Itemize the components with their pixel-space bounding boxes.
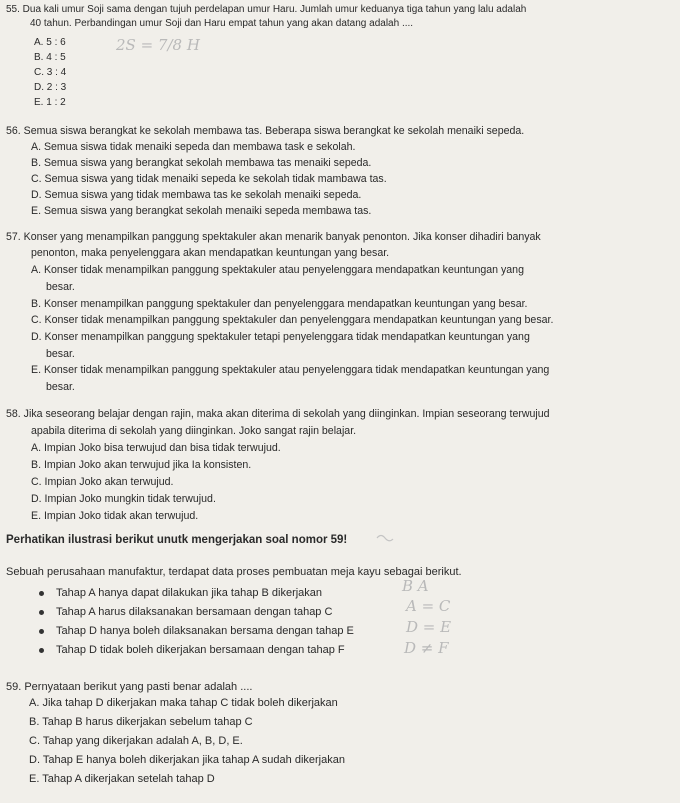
q59-option-e: E. Tahap A dikerjakan setelah tahap D	[29, 773, 215, 785]
illustration-bullet-2: Tahap A harus dilaksanakan bersamaan dengan tahap C	[56, 606, 333, 618]
q58-option-b: B. Impian Joko akan terwujud jika Ia konsisten.	[31, 459, 252, 471]
q57-option-e: E. Konser tidak menampilkan panggung spektakuler atau penyelenggara tidak mendapatkan keuntungan yang	[31, 364, 550, 376]
handwritten-note-3: D = E	[406, 618, 452, 636]
q57-option-e-cont: besar.	[46, 381, 75, 393]
bullet-icon	[39, 648, 44, 653]
q57-option-a-cont: besar.	[46, 281, 75, 293]
q55-option-d: D. 2 : 3	[34, 82, 67, 93]
q59-option-d: D. Tahap E hanya boleh dikerjakan jika tahap A sudah dikerjakan	[29, 754, 345, 766]
q56-option-e: E. Semua siswa yang berangkat sekolah menaiki sepeda membawa tas.	[31, 205, 372, 217]
q56-option-b: B. Semua siswa yang berangkat sekolah membawa tas menaiki sepeda.	[31, 157, 372, 169]
q59-option-b: B. Tahap B harus dikerjakan sebelum tahap C	[29, 716, 253, 728]
q57-option-d: D. Konser menampilkan panggung spektakuler tetapi penyelenggara tidak mendapatkan keuntungan yang	[31, 331, 530, 343]
q57-option-d-cont: besar.	[46, 348, 75, 360]
q55-stem-line-1: 55. Dua kali umur Soji sama dengan tujuh perdelapan umur Haru. Jumlah umur keduanya tiga tahun yang lalu adalah	[6, 4, 527, 15]
q58-option-a: A. Impian Joko bisa terwujud dan bisa tidak terwujud.	[31, 442, 281, 454]
q59-option-a: A. Jika tahap D dikerjakan maka tahap C tidak boleh dikerjakan	[29, 697, 338, 709]
q58-option-e: E. Impian Joko tidak akan terwujud.	[31, 510, 199, 522]
handwritten-note-2: A = C	[406, 597, 451, 615]
q55-handwritten-note: 2S = 7/8 H	[116, 36, 200, 54]
bullet-icon	[39, 610, 44, 615]
q55-stem-line-2: 40 tahun. Perbandingan umur Soji dan Haru empat tahun yang akan datang adalah ....	[30, 18, 414, 29]
q55-option-c: C. 3 : 4	[34, 67, 67, 78]
q55-option-e: E. 1 : 2	[34, 97, 66, 108]
q57-stem-line-1: 57. Konser yang menampilkan panggung spektakuler akan menarik banyak penonton. Jika konser dihadiri banyak	[6, 231, 541, 243]
bullet-icon	[39, 591, 44, 596]
q56-option-c: C. Semua siswa yang tidak menaiki sepeda ke sekolah tidak mambawa tas.	[31, 173, 387, 185]
q56-option-d: D. Semua siswa yang tidak membawa tas ke sekolah menaiki sepeda.	[31, 189, 362, 201]
q57-option-a: A. Konser tidak menampilkan panggung spektakuler atau penyelenggara mendapatkan keuntungan yang	[31, 264, 524, 276]
q58-stem-line-2: apabila diterima di sekolah yang diinginkan. Joko sangat rajin belajar.	[31, 425, 357, 437]
q58-option-d: D. Impian Joko mungkin tidak terwujud.	[31, 493, 216, 505]
q59-option-c: C. Tahap yang dikerjakan adalah A, B, D, E.	[29, 735, 243, 747]
bullet-icon	[39, 629, 44, 634]
q56-option-a: A. Semua siswa tidak menaiki sepeda dan membawa task e sekolah.	[31, 141, 356, 153]
illustration-bullet-4: Tahap D tidak boleh dikerjakan bersamaan dengan tahap F	[56, 644, 345, 656]
instruction-heading: Perhatikan ilustrasi berikut unutk mengerjakan soal nomor 59!	[6, 534, 348, 546]
q55-option-a: A. 5 : 6	[34, 37, 66, 48]
q57-stem-line-2: penonton, maka penyelenggara akan mendapatkan keuntungan yang besar.	[31, 247, 390, 259]
illustration-intro: Sebuah perusahaan manufaktur, terdapat data proses pembuatan meja kayu sebagai berikut.	[6, 566, 462, 578]
q56-stem: 56. Semua siswa berangkat ke sekolah membawa tas. Beberapa siswa berangkat ke sekolah menaiki sepeda.	[6, 125, 525, 137]
handwritten-note-1: B A	[402, 577, 429, 595]
q55-option-b: B. 4 : 5	[34, 52, 66, 63]
q58-option-c: C. Impian Joko akan terwujud.	[31, 476, 174, 488]
q59-stem: 59. Pernyataan berikut yang pasti benar adalah ....	[6, 681, 253, 693]
handwritten-note-4: D ≠ F	[404, 639, 449, 657]
illustration-bullet-1: Tahap A hanya dapat dilakukan jika tahap B dikerjakan	[56, 587, 323, 599]
q58-stem-line-1: 58. Jika seseorang belajar dengan rajin, maka akan diterima di sekolah yang diinginkan. Impian seseorang terwujud	[6, 408, 550, 420]
q57-option-b: B. Konser menampilkan panggung spektakuler dan penyelenggara mendapatkan keuntungan yang besar.	[31, 298, 528, 310]
q57-option-c: C. Konser tidak menampilkan panggung spektakuler dan penyelenggara mendapatkan keuntungan yang besar.	[31, 314, 554, 326]
pen-mark-icon	[375, 530, 395, 546]
illustration-bullet-3: Tahap D hanya boleh dilaksanakan bersama dengan tahap E	[56, 625, 354, 637]
